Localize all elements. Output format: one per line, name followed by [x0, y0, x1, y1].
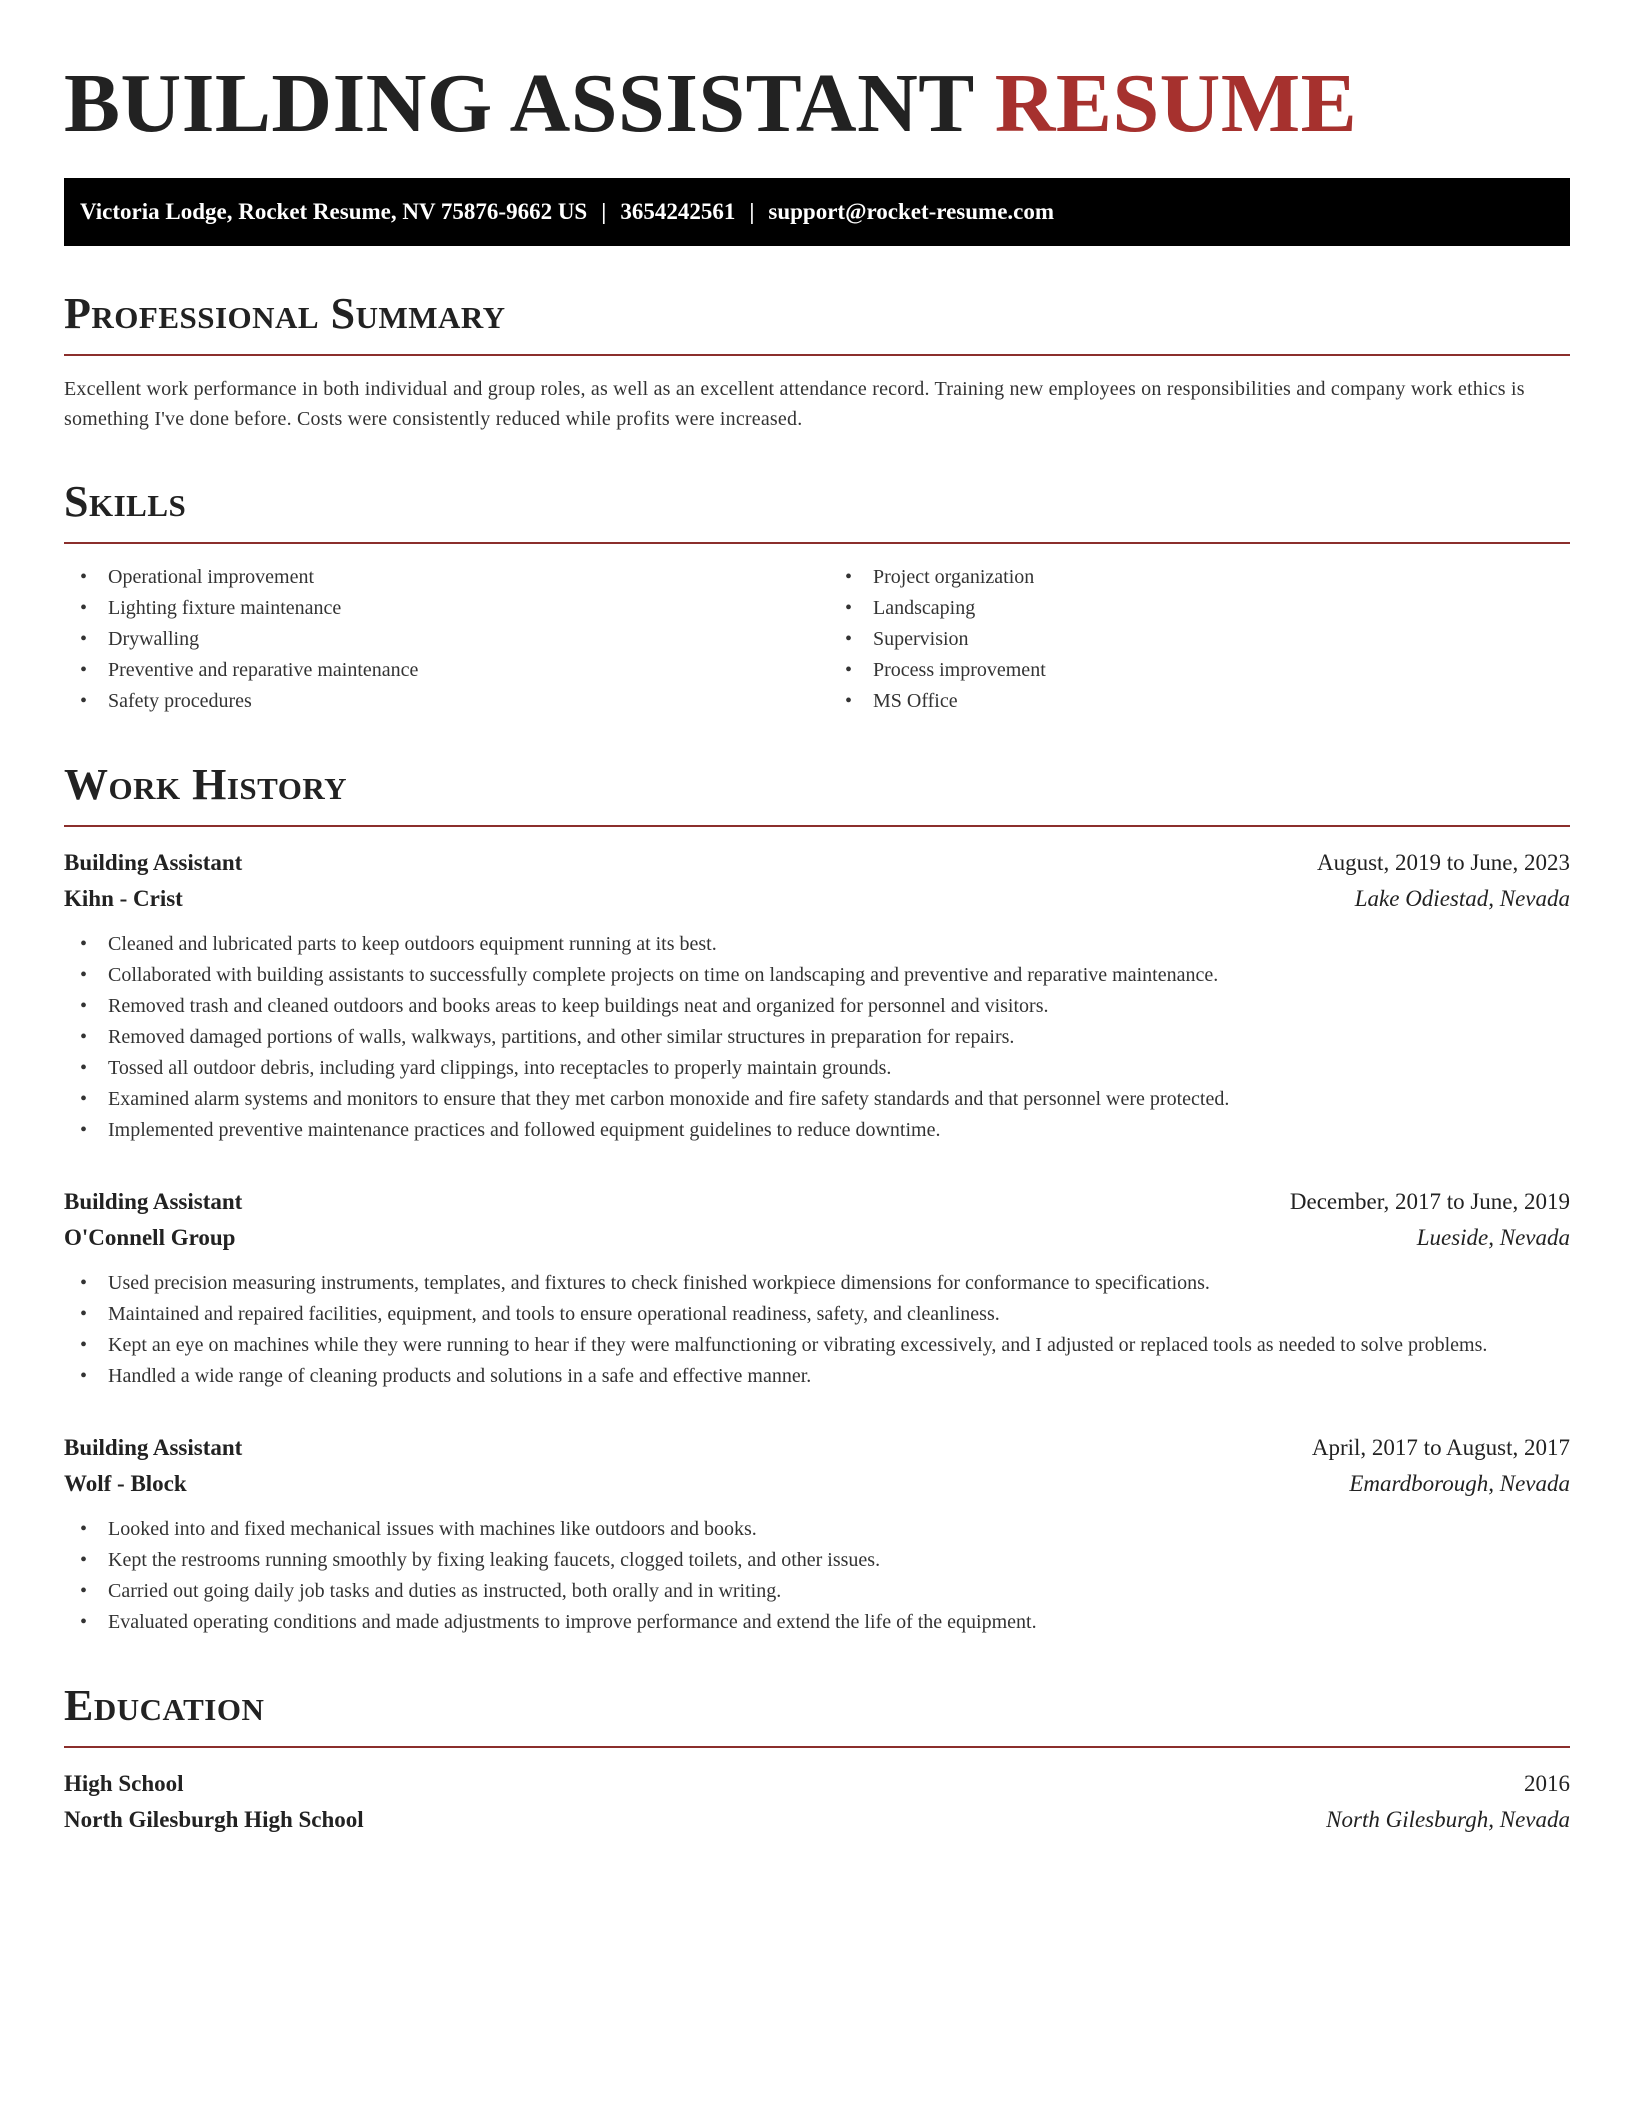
- job-company: Kihn - Crist: [64, 886, 183, 911]
- summary-text: Excellent work performance in both individual and group roles, as well as an excellent attendance record. Training new employees on responsibilities and company work ethics is something I've done before. Costs were consistently reduced while profits were increased.: [64, 378, 1525, 430]
- title-main: BUILDING ASSISTANT: [64, 57, 974, 150]
- section-title: Education: [64, 1681, 265, 1730]
- title-accent: RESUME: [994, 57, 1358, 150]
- job-duty: • Removed damaged portions of walls, walkways, partitions, and other similar structures in preparation for repairs.: [64, 1022, 1570, 1053]
- education-school-row: [64, 1802, 1570, 1838]
- job-duties: [64, 1268, 1570, 1392]
- skills-grid: [64, 562, 1570, 717]
- job-role: Building Assistant: [64, 1435, 243, 1460]
- job-duty: • Kept the restrooms running smoothly by fixing leaking faucets, clogged toilets, and other issues.: [64, 1545, 1570, 1576]
- education-degree: High School: [64, 1771, 184, 1796]
- skills-list-left: [64, 562, 805, 717]
- contact-separator: |: [749, 199, 755, 224]
- education-school: North Gilesburgh High School: [64, 1807, 364, 1832]
- job-dates: April, 2017 to August, 2017: [1311, 1435, 1570, 1460]
- job-duty: • Examined alarm systems and monitors to ensure that they met carbon monoxide and fire safety standards and that personnel were protected.: [64, 1084, 1570, 1115]
- section-title: Work History: [64, 760, 348, 809]
- job-header-row: [64, 845, 1570, 881]
- job-entry: [64, 1430, 1570, 1638]
- job-location: Lake Odiestad, Nevada: [1354, 886, 1570, 911]
- job-header-row: [64, 1430, 1570, 1466]
- job-role: Building Assistant: [64, 850, 243, 875]
- contact-address: Victoria Lodge, Rocket Resume, NV 75876-9662 US: [80, 199, 588, 224]
- section-title: Skills: [64, 477, 187, 526]
- section-divider: [64, 825, 1570, 827]
- job-entry: [64, 845, 1570, 1146]
- job-company-row: [64, 1466, 1570, 1502]
- skill-item: • Supervision: [829, 624, 1570, 655]
- contact-bar: [64, 178, 1570, 246]
- education-degree-row: [64, 1766, 1570, 1802]
- skill-item: • Drywalling: [64, 624, 805, 655]
- skill-item: • Safety procedures: [64, 686, 805, 717]
- job-duty: • Handled a wide range of cleaning products and solutions in a safe and effective manner.: [64, 1361, 1570, 1392]
- skill-item: • Project organization: [829, 562, 1570, 593]
- section-divider: [64, 1746, 1570, 1748]
- job-duty: • Removed trash and cleaned outdoors and books areas to keep buildings neat and organized for personnel and visitors.: [64, 991, 1570, 1022]
- skill-item: • Process improvement: [829, 655, 1570, 686]
- job-duty: • Maintained and repaired facilities, equipment, and tools to ensure operational readiness, safety, and cleanliness.: [64, 1299, 1570, 1330]
- education-year: 2016: [1524, 1771, 1570, 1796]
- job-header-row: [64, 1184, 1570, 1220]
- education-section: [64, 1682, 1570, 1838]
- skills-section: [64, 478, 1570, 717]
- job-duty: • Kept an eye on machines while they were running to hear if they were malfunctioning or vibrating excessively, and I adjusted or replaced tools as needed to solve problems.: [64, 1330, 1570, 1361]
- skill-item: • Operational improvement: [64, 562, 805, 593]
- job-duty: • Collaborated with building assistants to successfully complete projects on time on landscaping and preventive and reparative maintenance.: [64, 960, 1570, 991]
- job-duty: • Implemented preventive maintenance practices and followed equipment guidelines to reduce downtime.: [64, 1115, 1570, 1146]
- skills-list-right: [829, 562, 1570, 717]
- skill-item: • Lighting fixture maintenance: [64, 593, 805, 624]
- job-duty: • Tossed all outdoor debris, including yard clippings, into receptacles to properly maintain grounds.: [64, 1053, 1570, 1084]
- job-duties: [64, 929, 1570, 1146]
- job-duty: • Evaluated operating conditions and made adjustments to improve performance and extend the life of the equipment.: [64, 1607, 1570, 1638]
- contact-email: support@rocket-resume.com: [768, 199, 1055, 224]
- skill-item: • Landscaping: [829, 593, 1570, 624]
- job-company-row: [64, 1220, 1570, 1256]
- job-entry: [64, 1184, 1570, 1392]
- resume-page: [64, 56, 1570, 1838]
- section-divider: [64, 354, 1570, 356]
- work-history-section: [64, 761, 1570, 1638]
- job-duty: • Cleaned and lubricated parts to keep outdoors equipment running at its best.: [64, 929, 1570, 960]
- job-dates: August, 2019 to June, 2023: [1317, 850, 1570, 875]
- contact-phone: 3654242561: [620, 199, 736, 224]
- job-duty: • Looked into and fixed mechanical issues with machines like outdoors and books.: [64, 1514, 1570, 1545]
- job-company: O'Connell Group: [64, 1225, 236, 1250]
- job-duty: • Carried out going daily job tasks and duties as instructed, both orally and in writing.: [64, 1576, 1570, 1607]
- education-location: North Gilesburgh, Nevada: [1326, 1807, 1570, 1832]
- job-company-row: [64, 881, 1570, 917]
- job-dates: December, 2017 to June, 2019: [1289, 1189, 1570, 1214]
- summary-section: [64, 290, 1570, 434]
- section-divider: [64, 542, 1570, 544]
- job-location: Emardborough, Nevada: [1349, 1471, 1570, 1496]
- skill-item: • Preventive and reparative maintenance: [64, 655, 805, 686]
- job-location: Lueside, Nevada: [1416, 1225, 1570, 1250]
- job-role: Building Assistant: [64, 1189, 243, 1214]
- section-title: Professional Summary: [64, 289, 506, 338]
- resume-title: [64, 56, 1570, 152]
- job-duties: [64, 1514, 1570, 1638]
- skill-item: • MS Office: [829, 686, 1570, 717]
- job-company: Wolf - Block: [64, 1471, 187, 1496]
- contact-separator: |: [601, 199, 607, 224]
- job-duty: • Used precision measuring instruments, templates, and fixtures to check finished workpiece dimensions for conformance to specifications.: [64, 1268, 1570, 1299]
